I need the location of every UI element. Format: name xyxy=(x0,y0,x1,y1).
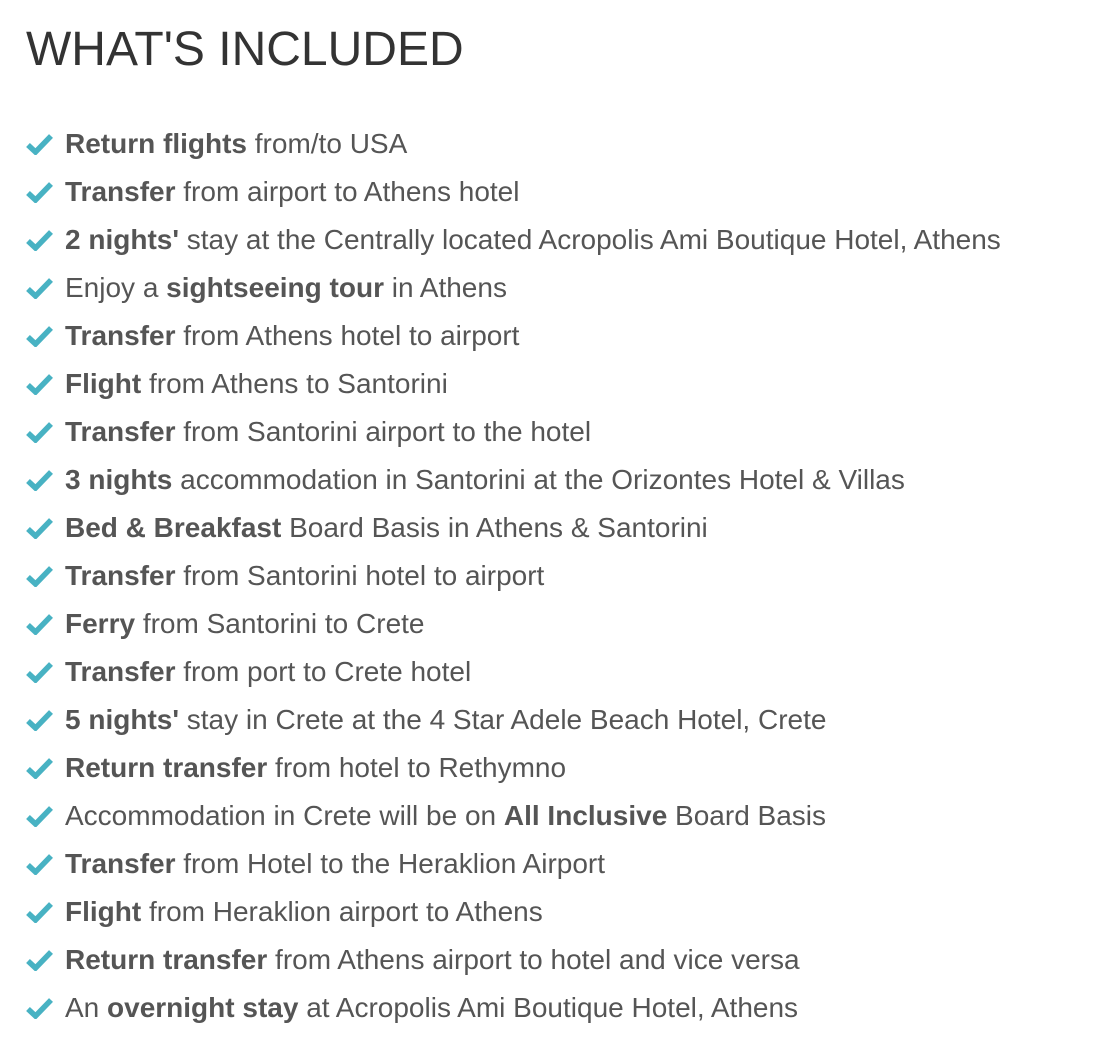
item-text-post: from port to Crete hotel xyxy=(175,656,472,687)
checkmark-icon xyxy=(26,469,53,491)
list-item xyxy=(26,696,1094,744)
item-text xyxy=(65,696,826,744)
list-item xyxy=(26,984,1094,1032)
checkmark-icon xyxy=(26,421,53,443)
checkmark-icon xyxy=(26,229,53,251)
item-text-bold: Flight xyxy=(65,896,142,927)
item-text-post: from hotel to Rethymno xyxy=(267,752,567,783)
item-text-bold: Bed & Breakfast xyxy=(65,512,282,543)
list-item xyxy=(26,360,1094,408)
checkmark-icon xyxy=(26,709,53,731)
item-text-post: Board Basis xyxy=(667,800,827,831)
item-text-bold: Return transfer xyxy=(65,944,268,975)
item-text-bold: sightseeing tour xyxy=(166,272,384,303)
item-text-post: from Heraklion airport to Athens xyxy=(141,896,543,927)
checkmark-icon xyxy=(26,517,53,539)
item-text-post: Board Basis in Athens & Santorini xyxy=(281,512,708,543)
item-text-post: from Athens to Santorini xyxy=(141,368,448,399)
item-text xyxy=(65,312,519,360)
item-text-post: from Athens hotel to airport xyxy=(175,320,520,351)
item-text-bold: Return flights xyxy=(65,128,247,159)
item-text-pre: An xyxy=(65,992,108,1023)
item-text-bold: 5 nights' xyxy=(65,704,179,735)
checkmark-icon xyxy=(26,565,53,587)
item-text-post: from Santorini hotel to airport xyxy=(175,560,545,591)
item-text-post: stay in Crete at the 4 Star Adele Beach Hotel, Crete xyxy=(179,704,827,735)
item-text-post: accommodation in Santorini at the Orizontes Hotel & Villas xyxy=(172,464,905,495)
item-text-post: from Santorini to Crete xyxy=(135,608,425,639)
item-text xyxy=(65,936,800,984)
item-text-pre: Accommodation in Crete will be on xyxy=(65,800,504,831)
item-text xyxy=(65,504,708,552)
list-item xyxy=(26,552,1094,600)
checkmark-icon xyxy=(26,613,53,635)
list-item xyxy=(26,216,1094,264)
item-text-bold: Transfer xyxy=(65,320,176,351)
item-text xyxy=(65,984,798,1032)
item-text-bold: Transfer xyxy=(65,848,176,879)
item-text xyxy=(65,552,544,600)
item-text-bold: Transfer xyxy=(65,176,176,207)
item-text-bold: overnight stay xyxy=(107,992,299,1023)
item-text xyxy=(65,408,591,456)
checkmark-icon xyxy=(26,133,53,155)
list-item xyxy=(26,504,1094,552)
list-item xyxy=(26,744,1094,792)
list-item xyxy=(26,264,1094,312)
item-text xyxy=(65,168,519,216)
item-text-bold: Flight xyxy=(65,368,142,399)
list-item xyxy=(26,888,1094,936)
list-item xyxy=(26,168,1094,216)
item-text-post: from Hotel to the Heraklion Airport xyxy=(175,848,606,879)
item-text-bold: Transfer xyxy=(65,416,176,447)
item-text-post: in Athens xyxy=(383,272,507,303)
item-text-bold: Transfer xyxy=(65,560,176,591)
list-item xyxy=(26,120,1094,168)
checkmark-icon xyxy=(26,277,53,299)
checkmark-icon xyxy=(26,901,53,923)
item-text xyxy=(65,120,407,168)
list-item xyxy=(26,840,1094,888)
item-text-post: stay at the Centrally located Acropolis Ami Boutique Hotel, Athens xyxy=(179,224,1001,255)
item-text xyxy=(65,792,826,840)
checkmark-icon xyxy=(26,325,53,347)
list-item xyxy=(26,792,1094,840)
list-item xyxy=(26,600,1094,648)
checkmark-icon xyxy=(26,949,53,971)
item-text-post: at Acropolis Ami Boutique Hotel, Athens xyxy=(298,992,799,1023)
item-text xyxy=(65,888,543,936)
checkmark-icon xyxy=(26,373,53,395)
item-text xyxy=(65,648,471,696)
item-text-bold: Return transfer xyxy=(65,752,268,783)
item-text xyxy=(65,744,566,792)
checkmark-icon xyxy=(26,805,53,827)
item-text xyxy=(65,840,605,888)
item-text xyxy=(65,456,905,504)
item-text-post: from airport to Athens hotel xyxy=(175,176,520,207)
item-text-pre: Enjoy a xyxy=(65,272,167,303)
checkmark-icon xyxy=(26,853,53,875)
list-item xyxy=(26,408,1094,456)
checkmark-icon xyxy=(26,757,53,779)
item-text-bold: All Inclusive xyxy=(503,800,668,831)
list-item xyxy=(26,648,1094,696)
list-item xyxy=(26,312,1094,360)
checkmark-icon xyxy=(26,661,53,683)
checkmark-icon xyxy=(26,181,53,203)
item-text-post: from Santorini airport to the hotel xyxy=(175,416,592,447)
item-text-post: from/to USA xyxy=(247,128,408,159)
item-text-bold: 3 nights xyxy=(65,464,173,495)
item-text xyxy=(65,216,1001,264)
section-heading: WHAT'S INCLUDED xyxy=(26,23,464,76)
item-text xyxy=(65,264,507,312)
item-text-bold: Ferry xyxy=(65,608,136,639)
item-text xyxy=(65,360,448,408)
item-text-bold: Transfer xyxy=(65,656,176,687)
checkmark-icon xyxy=(26,997,53,1019)
list-item xyxy=(26,456,1094,504)
item-text xyxy=(65,600,425,648)
list-item xyxy=(26,936,1094,984)
item-text-bold: 2 nights' xyxy=(65,224,179,255)
included-list xyxy=(26,120,1094,1032)
item-text-post: from Athens airport to hotel and vice versa xyxy=(267,944,800,975)
